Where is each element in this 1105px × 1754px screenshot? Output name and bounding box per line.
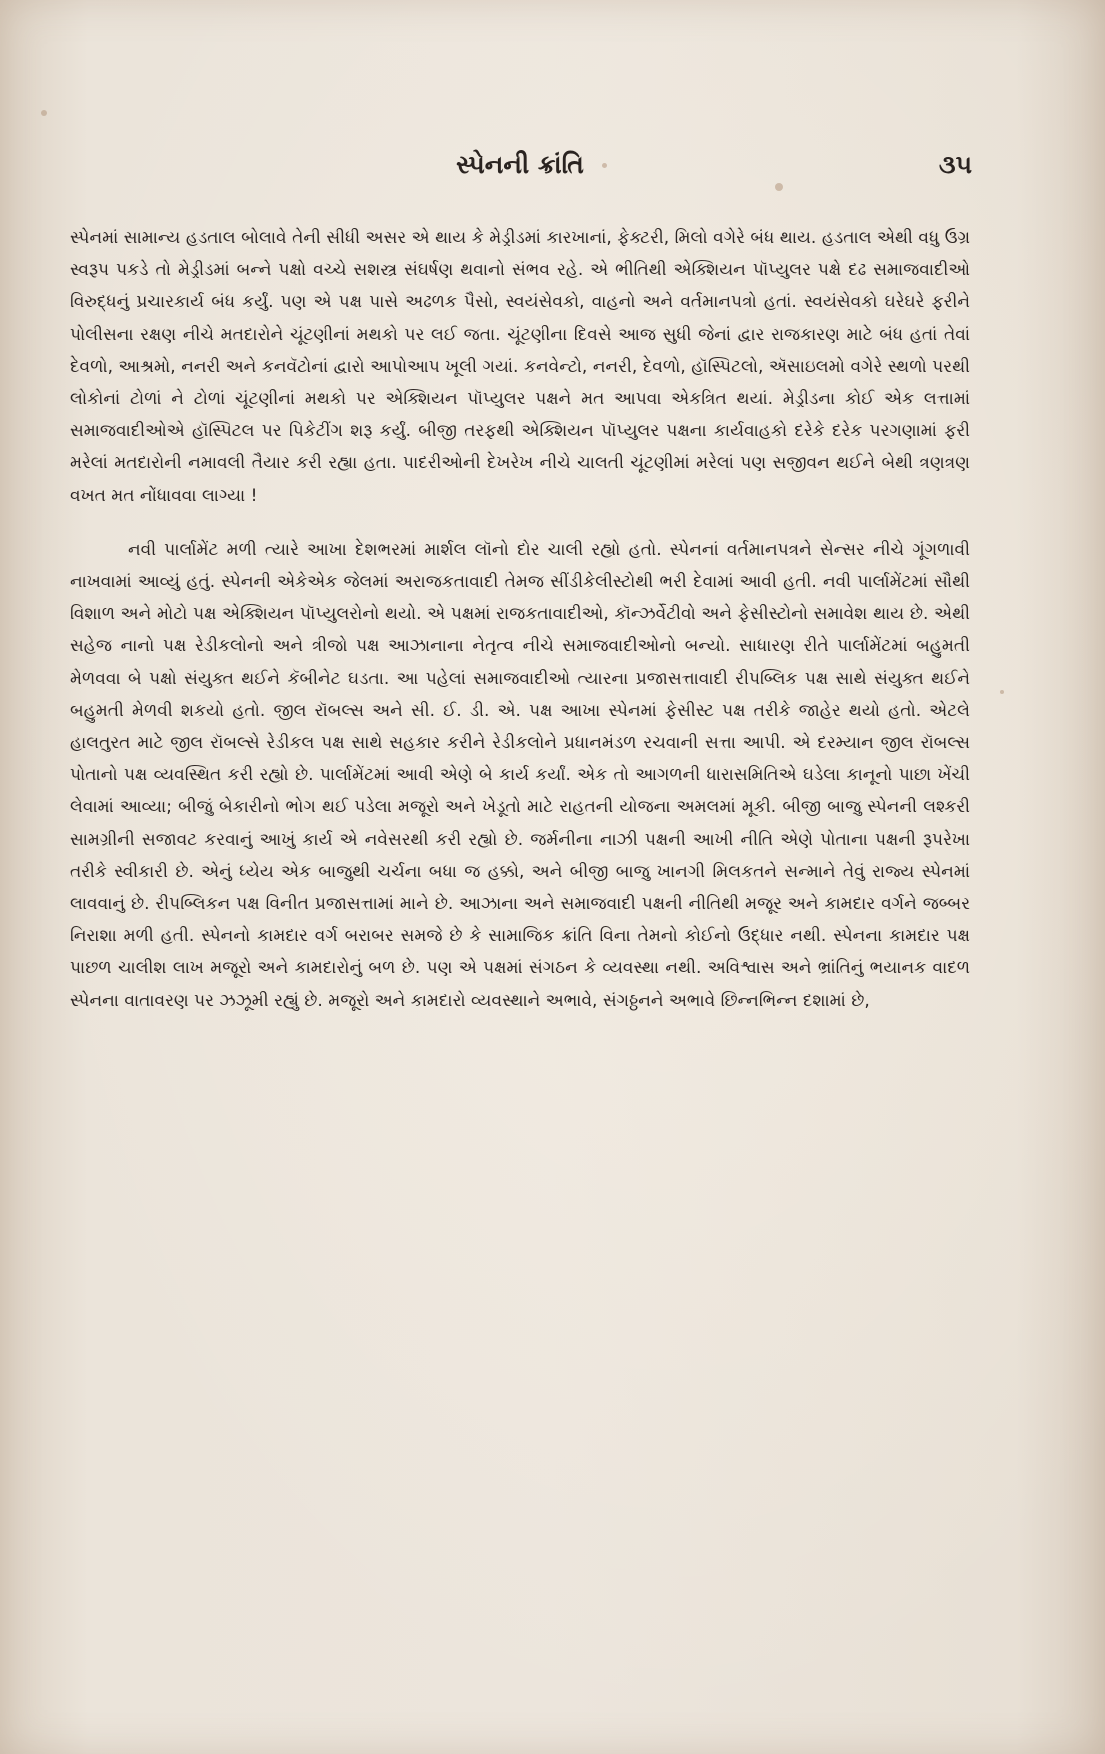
running-title: સ્પેનની ક્રાંતિ [456, 150, 584, 179]
body-text [70, 222, 970, 1017]
page-number: ૩૫ [938, 150, 972, 179]
paper-speck [1000, 690, 1004, 694]
paragraph-2: નવી પાર્લામેંટ મળી ત્યારે આખા દેશભરમાં માર્શલ લૉનો દોર ચાલી રહ્યો હતો. સ્પેનનાં વર્તમાનપત્રને સેન્સર નીચે ગૂંગળાવી નાખવામાં આવ્યું હતું. સ્પેનની એકેએક જેલમાં અરાજકતાવાદી તેમજ સીંડીકેલીસ્ટોથી ભરી દેવામાં આવી હતી. નવી પાર્લામેંટમાં સૌથી વિશાળ અને મોટો પક્ષ એક્શિયન પૉપ્યુલરોનો થયો. એ પક્ષમાં રાજકતાવાદીઓ, કૉન્ઝર્વેટીવો અને ફેસીસ્ટોનો સમાવેશ થાય છે. એથી સહેજ નાનો પક્ષ રેડીકલોનો અને ત્રીજો પક્ષ આઝાનાના નેતૃત્વ નીચે સમાજવાદીઓનો બન્યો. સાધારણ રીતે પાર્લામેંટમાં બહુમતી મેળવવા બે પક્ષો સંયુક્ત થઈને કૅબીનેટ ઘડતા. આ પહેલાં સમાજવાદીઓ ત્યારના પ્રજાસત્તાવાદી રીપબ્લિક પક્ષ સાથે સંયુક્ત થઈને બહુમતી મેળવી શકયો હતો. જીલ રૉબલ્સ અને સી. ઈ. ડી. એ. પક્ષ આખા સ્પેનમાં ફેસીસ્ટ પક્ષ તરીકે જાહેર થયો હતો. એટલે હાલતુરત માટે જીલ રૉબલ્સે રેડીકલ પક્ષ સાથે સહકાર કરીને રેડીકલોને પ્રધાનમંડળ રચવાની સત્તા આપી. એ દરમ્યાન જીલ રૉબલ્સ પોતાનો પક્ષ વ્યવસ્થિત કરી રહ્યો છે. પાર્લામેંટમાં આવી એણે બે કાર્ય કર્યાં. એક તો આગળની ધારાસમિતિએ ઘડેલા કાનૂનો પાછા ખેંચી લેવામાં આવ્યા; બીજું બેકારીનો ભોગ થઈ પડેલા મજૂરો અને ખેડૂતો માટે રાહતની યોજના અમલમાં મૂકી. બીજી બાજુ સ્પેનની લશ્કરી સામગ્રીની સજાવટ કરવાનું આખું કાર્ય એ નવેસરથી કરી રહ્યો છે. જર્મનીના નાઝી પક્ષની આખી નીતિ એણે પોતાના પક્ષની રૂપરેખા તરીકે સ્વીકારી છે. એનું ધ્યેય એક બાજુથી ચર્ચના બધા જ હક્કો, અને બીજી બાજુ ખાનગી મિલકતને સન્માને તેવું રાજ્ય સ્પેનમાં લાવવાનું છે. રીપબ્લિકન પક્ષ વિનીત પ્રજાસત્તામાં માને છે. આઝાના અને સમાજવાદી પક્ષની નીતિથી મજૂર અને કામદાર વર્ગને જબ્બર નિરાશા મળી હતી. સ્પેનનો કામદાર વર્ગ બરાબર સમજે છે કે સામાજિક ક્રાંતિ વિના તેમનો કોઈનો ઉદ્ધાર નથી. સ્પેનના કામદાર પક્ષ પાછળ ચાલીશ લાખ મજૂરો અને કામદારોનું બળ છે. પણ એ પક્ષમાં સંગઠન કે વ્યવસ્થા નથી. અવિશ્વાસ અને ભ્રાંતિનું ભયાનક વાદળ સ્પેનના વાતાવરણ પર ઝઝૂમી રહ્યું છે. મજૂરો અને કામદારો વ્યવસ્થાને અભાવે, સંગઠ્ઠનને અભાવે છિન્નભિન્ન દશામાં છે, [70, 539, 970, 1011]
page-header [70, 150, 970, 190]
paper-speck [41, 110, 47, 116]
paragraph-1: સ્પેનમાં સામાન્ય હડતાલ બોલાવે તેની સીધી અસર એ થાય કે મેડ્રીડમાં કારખાનાં, ફેક્ટરી, મિલો વગેરે બંધ થાય. હડતાલ એથી વધુ ઉગ્ર સ્વરૂપ પકડે તો મેડ્રીડમાં બન્ને પક્ષો વચ્ચે સશસ્ત્ર સંઘર્ષણ થવાનો સંભવ રહે. એ ભીતિથી એક્શિયન પૉપ્યુલર પક્ષે દઢ સમાજવાદીઓ વિરુદ્ધનું પ્રચારકાર્ય બંધ કર્યું. પણ એ પક્ષ પાસે અઢળક પૈસો, સ્વયંસેવકો, વાહનો અને વર્તમાનપત્રો હતાં. સ્વયંસેવકો ઘરેઘરે ફરીને પોલીસના રક્ષણ નીચે મતદારોને ચૂંટણીનાં મથકો પર લઈ જતા. ચૂંટણીના દિવસે આજ સુધી જેનાં દ્વાર રાજકારણ માટે બંધ હતાં તેવાં દેવળો, આશ્રમો, નનરી અને કનવૅટોનાં દ્વારો આપોઆપ ખૂલી ગયાં. કનવેન્ટો, નનરી, દેવળો, હૉસ્પિટલો, ઍસાઇલમો વગેરે સ્થળો પરથી લોકોનાં ટોળાં ને ટોળાં ચૂંટણીનાં મથકો પર એક્શિયન પૉપ્યુલર પક્ષને મત આપવા એકત્રિત થયાં. મેડ્રીડના કોઈ એક લત્તામાં સમાજવાદીઓએ હૉસ્પિટલ પર પિકેટીંગ શરૂ કર્યું. બીજી તરફથી એક્શિયન પૉપ્યુલર પક્ષના કાર્યવાહકો દરેકે દરેક પરગણામાં ફરી મરેલાં મતદારોની નમાવલી તૈયાર કરી રહ્યા હતા. પાદરીઓની દેખરેખ નીચે ચાલતી ચૂંટણીમાં મરેલાં પણ સજીવન થઈને બેથી ત્રણત્રણ વખત મત નોંધાવવા લાગ્યા ! [70, 228, 970, 506]
